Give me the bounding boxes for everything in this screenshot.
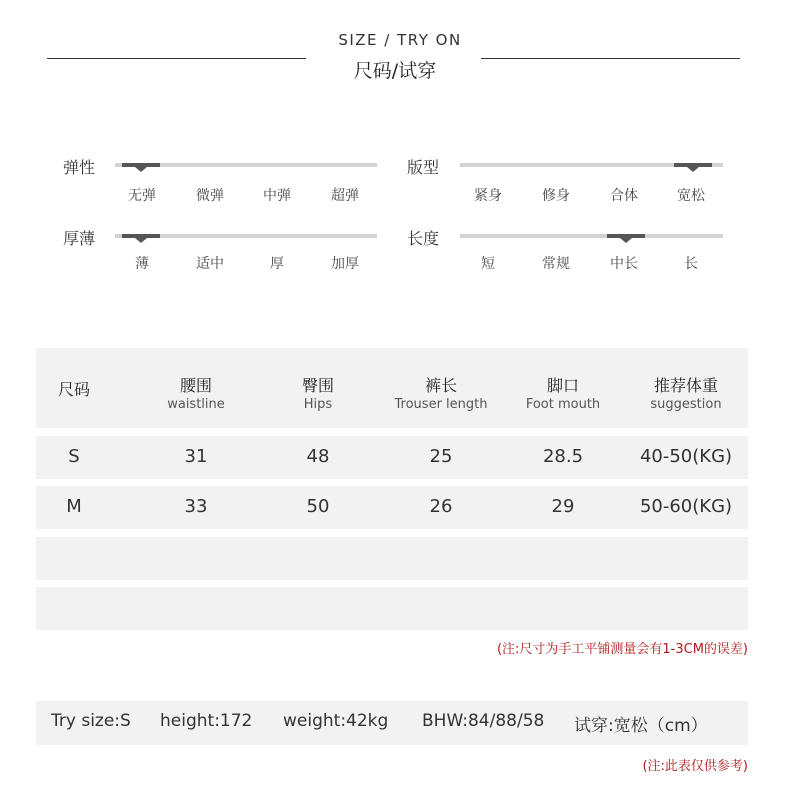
elasticity-option: 无弹	[128, 188, 156, 204]
table-cell: 50-60(KG)	[639, 496, 733, 517]
header-sublabel: waistline	[167, 397, 225, 412]
table-cell: 31	[184, 446, 208, 467]
elasticity-option: 微弹	[196, 188, 224, 204]
length-marker	[607, 234, 645, 238]
header-cell-weight	[626, 373, 746, 412]
header-sublabel: Hips	[303, 397, 333, 412]
thickness-option: 适中	[196, 256, 224, 272]
table-cell: 26	[429, 496, 453, 517]
elasticity-option: 中弹	[263, 188, 291, 204]
thickness-option: 厚	[270, 256, 284, 272]
fit-option: 紧身	[474, 188, 502, 204]
fit-marker	[674, 163, 712, 167]
header-sublabel: Trouser length	[394, 397, 488, 412]
thickness-option: 薄	[135, 256, 149, 272]
try-size: Try size:S	[51, 711, 131, 731]
header-cell-waist	[136, 373, 256, 412]
length-option: 长	[684, 256, 698, 272]
table-cell: 48	[306, 446, 330, 467]
try-fit: 试穿:宽松（cm）	[574, 716, 708, 736]
header-cell-foot-mouth	[503, 373, 623, 412]
length-track	[460, 234, 723, 238]
table-cell: 28.5	[542, 446, 584, 467]
header-cell-length	[381, 373, 501, 412]
table-cell: 50	[306, 496, 330, 517]
header-cell-size	[36, 377, 112, 400]
header-label: 推荐体重	[653, 376, 718, 395]
table-cell: 29	[551, 496, 575, 517]
length-option: 常规	[542, 256, 570, 272]
header-label: 尺码	[57, 380, 90, 399]
try-weight: weight:42kg	[283, 711, 389, 731]
header-label: 脚口	[546, 376, 579, 395]
fit-option: 合体	[610, 188, 638, 204]
header-rule-left	[47, 58, 306, 59]
thickness-marker	[122, 234, 160, 238]
header-sublabel: Foot mouth	[525, 397, 601, 412]
thickness-option: 加厚	[331, 256, 359, 272]
length-option: 短	[481, 256, 495, 272]
table-row-empty	[36, 537, 748, 580]
fit-option: 修身	[542, 188, 570, 204]
header-cell-hips	[258, 373, 378, 412]
title-cn: 尺码/试穿	[353, 60, 437, 82]
reference-note: (注:此表仅供参考)	[642, 759, 748, 774]
table-cell: 25	[429, 446, 453, 467]
table-row	[36, 486, 748, 529]
table-header-row	[36, 348, 748, 428]
try-height: height:172	[160, 711, 253, 731]
table-cell: 40-50(KG)	[639, 446, 733, 467]
table-row-empty	[36, 587, 748, 630]
length-option: 中长	[610, 256, 638, 272]
header-rule-right	[481, 58, 740, 59]
attr-label-fit: 版型	[407, 158, 440, 177]
try-bhw: BHW:84/88/58	[422, 711, 545, 731]
table-cell: M	[66, 496, 82, 517]
measurement-note: (注:尺寸为手工平铺测量会有1-3CM的误差)	[496, 642, 748, 657]
header-sublabel: suggestion	[650, 397, 722, 412]
header-label: 裤长	[424, 376, 457, 395]
header-label: 腰围	[179, 376, 212, 395]
fit-option: 宽松	[677, 188, 705, 204]
header-label: 臀围	[301, 376, 334, 395]
table-row	[36, 436, 748, 479]
title-en: SIZE / TRY ON	[338, 31, 462, 49]
attr-label-thickness: 厚薄	[63, 229, 96, 248]
table-cell: 33	[184, 496, 208, 517]
attr-label-elasticity: 弹性	[63, 158, 96, 177]
table-cell: S	[68, 446, 80, 467]
try-on-row	[36, 701, 748, 745]
elasticity-marker	[122, 163, 160, 167]
attr-label-length: 长度	[407, 229, 440, 248]
elasticity-option: 超弹	[331, 188, 359, 204]
